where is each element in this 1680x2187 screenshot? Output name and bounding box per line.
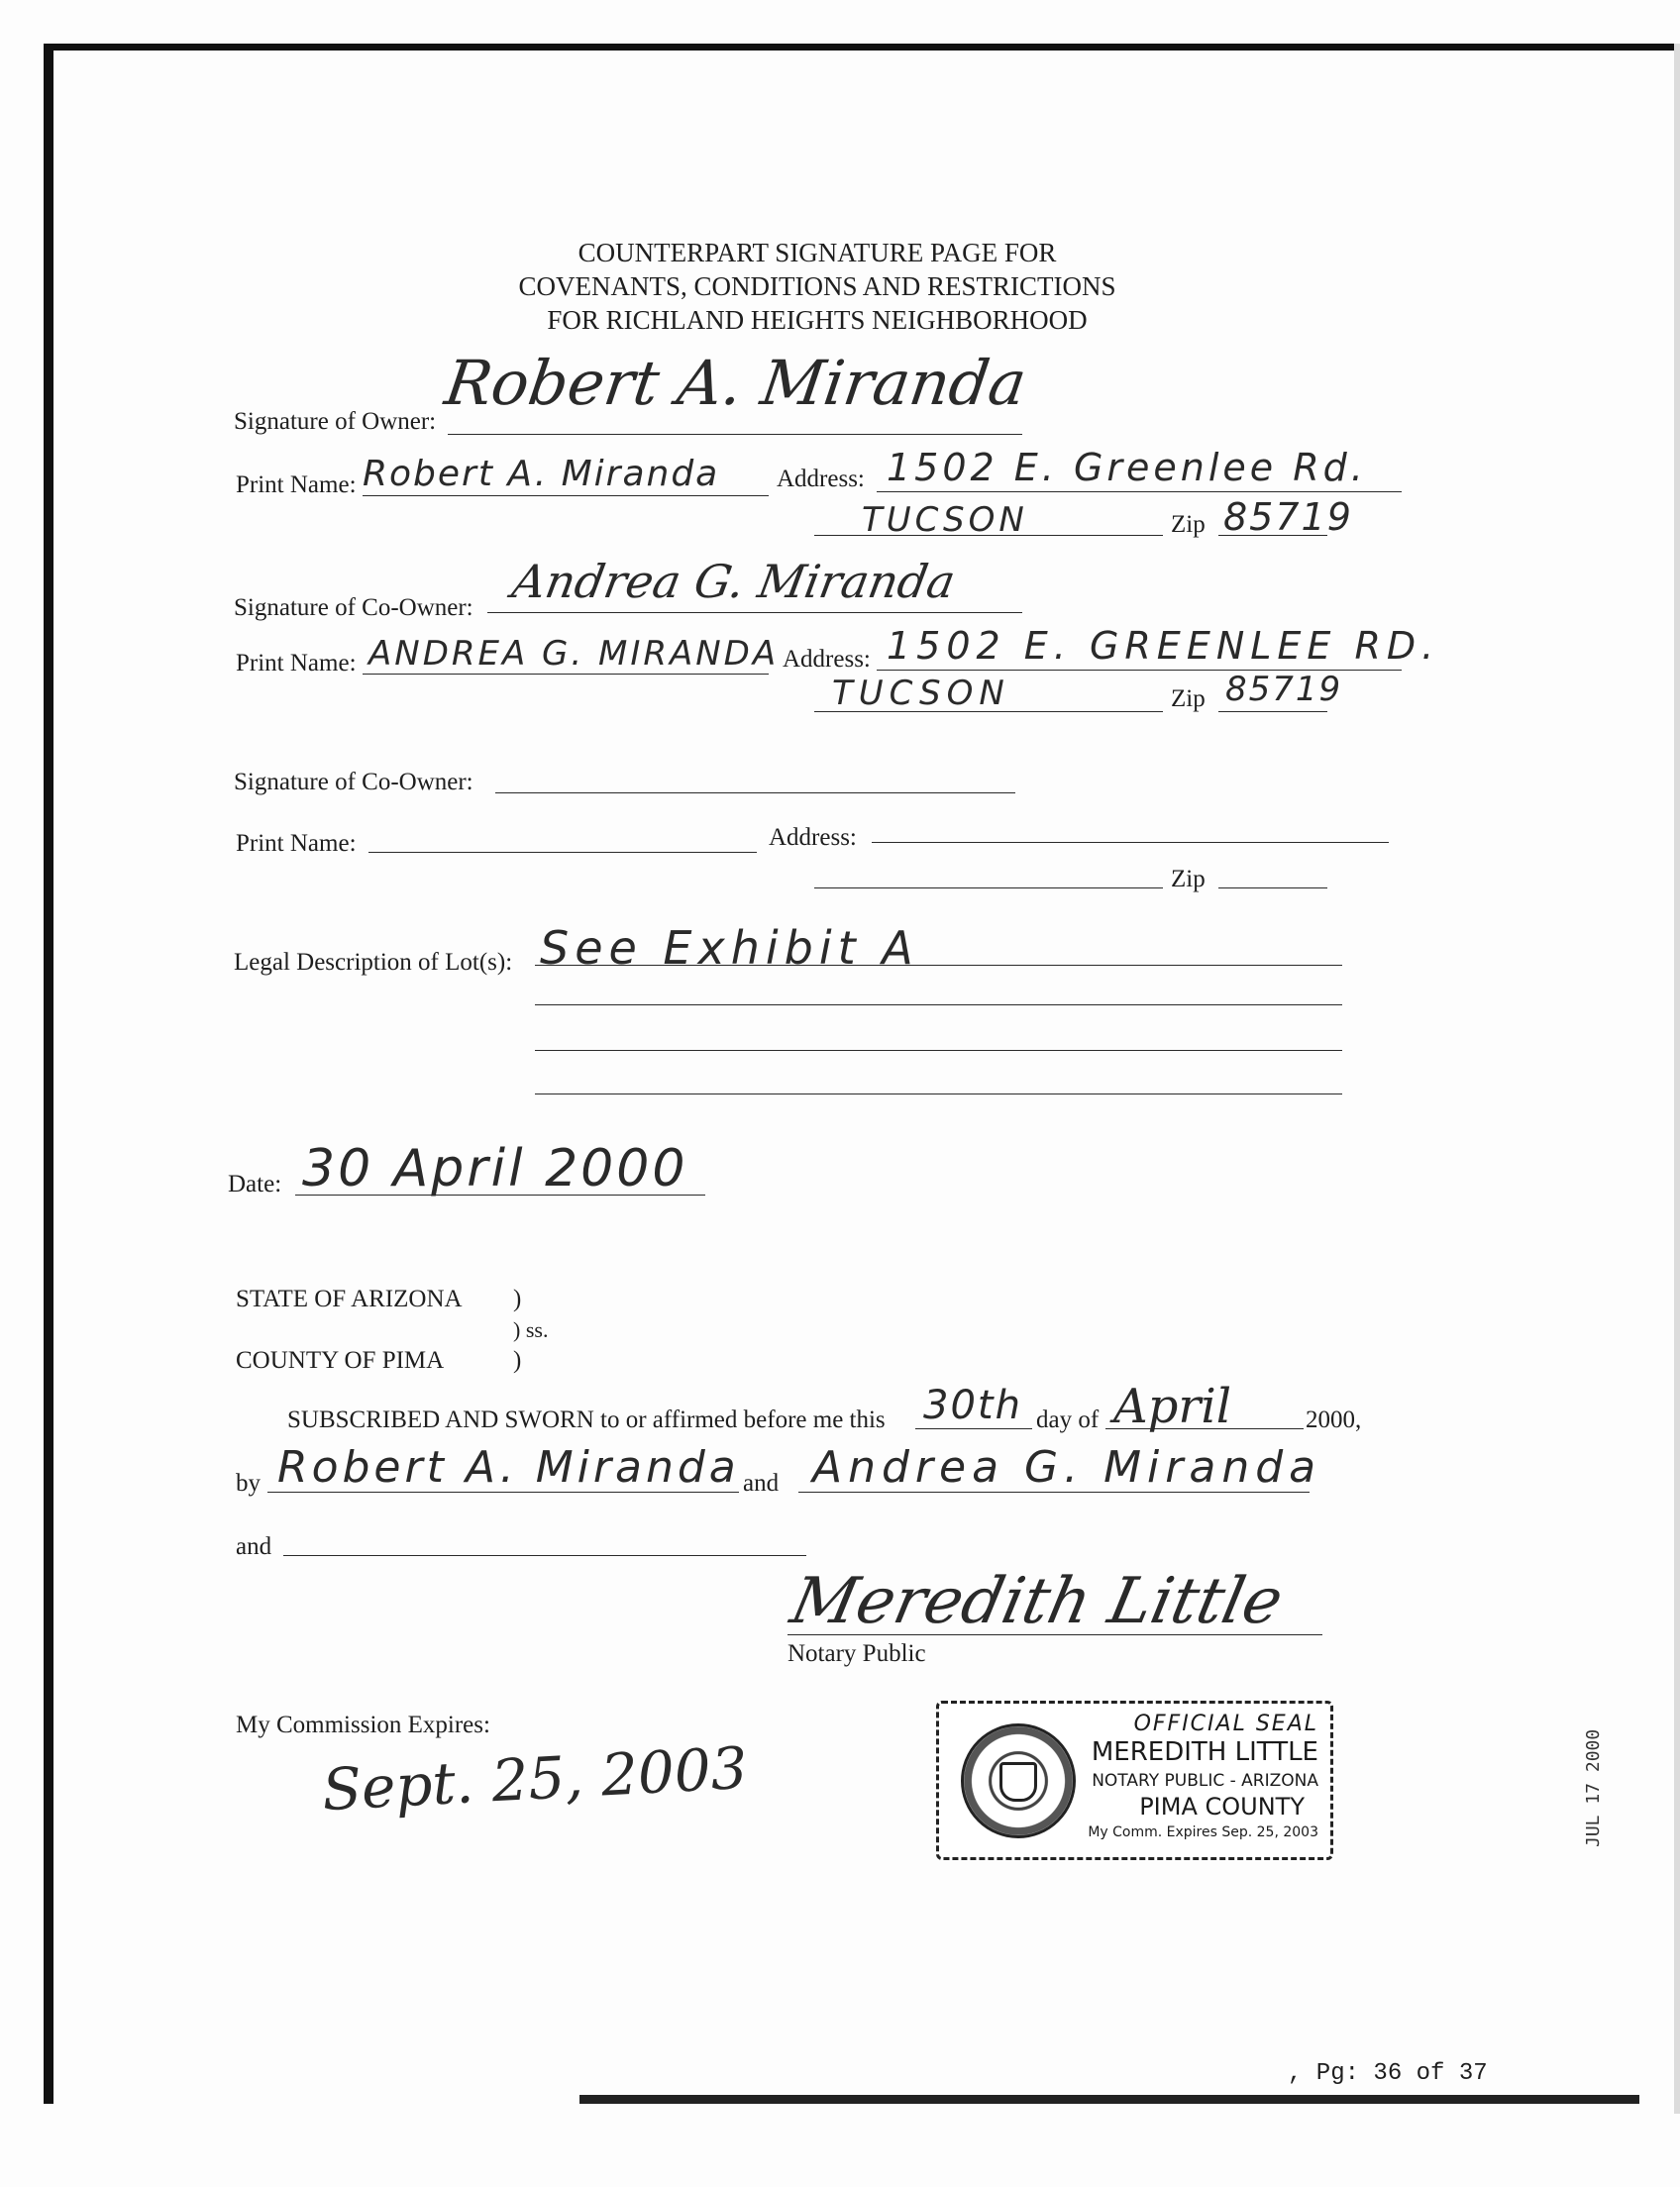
co-owner-2-city-line xyxy=(814,887,1163,888)
official-seal-stamp xyxy=(936,1701,1333,1860)
owner-address-label: Address: xyxy=(777,466,865,492)
page-number: , Pg: 36 of 37 xyxy=(1288,2060,1488,2087)
seal-line-expiry: My Comm. Expires Sep. 25, 2003 xyxy=(1088,1824,1318,1840)
co-owner-2-signature-line xyxy=(495,792,1015,793)
legal-description-line-3 xyxy=(535,1050,1342,1051)
title-line-3: FOR RICHLAND HEIGHTS NEIGHBORHOOD xyxy=(547,305,1088,335)
by-label: by xyxy=(236,1470,261,1497)
sworn-year: 2000, xyxy=(1306,1406,1362,1433)
owner-signature-label: Signature of Owner: xyxy=(234,408,437,435)
owner-print-name-line xyxy=(363,495,769,496)
county-label: COUNTY OF PIMA xyxy=(236,1347,445,1374)
document-title xyxy=(396,236,1238,337)
notary-signature: Meredith Little xyxy=(785,1565,1290,1638)
co-owner-1-zip: 85719 xyxy=(1225,670,1343,709)
co-owner-1-signature: Andrea G. Miranda xyxy=(508,555,960,608)
co-owner-2-zip-line xyxy=(1218,887,1327,888)
co-owner-2-print-name-label: Print Name: xyxy=(236,830,357,857)
owner-zip: 85719 xyxy=(1223,495,1353,539)
notary-signature-line xyxy=(788,1634,1322,1635)
title-line-1: COUNTERPART SIGNATURE PAGE FOR xyxy=(578,238,1057,267)
state-paren: ) xyxy=(513,1286,522,1312)
seal-line-notary: NOTARY PUBLIC - ARIZONA xyxy=(1092,1771,1318,1791)
co-owner-2-address-label: Address: xyxy=(769,824,857,851)
owner-zip-line xyxy=(1218,535,1327,536)
seal-line-name: MEREDITH LITTLE xyxy=(1091,1737,1318,1767)
state-seal-shield-icon xyxy=(999,1762,1037,1802)
owner-address-line1: 1502 E. Greenlee Rd. xyxy=(887,446,1367,489)
owner-address-line xyxy=(877,491,1402,492)
sworn-statement: SUBSCRIBED AND SWORN to or affirmed before me this xyxy=(287,1406,886,1433)
sworn-month: April xyxy=(1113,1379,1232,1434)
owner-signature: Robert A. Miranda xyxy=(440,347,1031,419)
co-owner-1-city-line xyxy=(814,711,1163,712)
title-line-2: COVENANTS, CONDITIONS AND RESTRICTIONS xyxy=(518,271,1116,301)
co-owner-2-address-line xyxy=(872,842,1389,843)
state-seal-emblem-icon xyxy=(961,1723,1076,1838)
page-border-right xyxy=(1674,44,1680,2114)
by-name-1: Robert A. Miranda xyxy=(277,1442,740,1493)
county-paren: ) xyxy=(513,1347,522,1374)
co-owner-1-signature-label: Signature of Co-Owner: xyxy=(234,594,473,621)
co-owner-1-address-line2: TUCSON xyxy=(832,674,1010,713)
owner-print-name-label: Print Name: xyxy=(236,471,357,498)
co-owner-1-address-label: Address: xyxy=(783,646,871,673)
co-owner-2-signature-label: Signature of Co-Owner: xyxy=(234,769,473,795)
sworn-day-line xyxy=(915,1428,1032,1429)
commission-expires-date: Sept. 25, 2003 xyxy=(320,1733,750,1824)
and-2-label: and xyxy=(236,1533,272,1560)
date-label: Date: xyxy=(228,1171,282,1198)
page-border-top xyxy=(53,44,1680,51)
co-owner-1-print-name: ANDREA G. MIRANDA xyxy=(368,634,780,674)
commission-expires-label: My Commission Expires: xyxy=(236,1712,490,1738)
seal-line-official: OFFICIAL SEAL xyxy=(1133,1712,1318,1736)
date-value: 30 April 2000 xyxy=(302,1139,688,1198)
legal-description-line-2 xyxy=(535,1004,1342,1005)
by-name-1-line xyxy=(267,1492,739,1493)
co-owner-1-address-line1: 1502 E. GREENLEE RD. xyxy=(887,624,1440,668)
recording-side-stamp: JUL 17 2000 xyxy=(1583,1728,1604,1847)
by-name-2: Andrea G. Miranda xyxy=(812,1442,1322,1493)
seal-line-county: PIMA COUNTY xyxy=(1139,1793,1305,1821)
co-owner-2-zip-label: Zip xyxy=(1171,866,1206,892)
co-owner-1-zip-label: Zip xyxy=(1171,685,1206,712)
co-owner-2-print-name-line xyxy=(368,852,757,853)
and-2-line xyxy=(283,1555,806,1556)
by-name-2-line xyxy=(798,1492,1310,1493)
sworn-day: 30th xyxy=(923,1383,1022,1428)
owner-signature-line xyxy=(448,434,1022,435)
co-owner-1-signature-line xyxy=(487,612,1022,613)
notary-public-label: Notary Public xyxy=(788,1640,926,1667)
state-label: STATE OF ARIZONA xyxy=(236,1286,463,1312)
sworn-month-line xyxy=(1105,1428,1304,1429)
and-label: and xyxy=(743,1470,780,1497)
owner-zip-label: Zip xyxy=(1171,511,1206,538)
co-owner-1-zip-line xyxy=(1218,711,1327,712)
ss-label: ) ss. xyxy=(513,1317,549,1342)
co-owner-1-print-name-label: Print Name: xyxy=(236,650,357,677)
owner-city-line xyxy=(814,535,1163,536)
owner-print-name: Robert A. Miranda xyxy=(363,454,720,494)
legal-description-line-1 xyxy=(535,965,1342,966)
day-of-label: day of xyxy=(1036,1406,1100,1433)
owner-address-line2: TUCSON xyxy=(862,500,1028,540)
page-border-left xyxy=(44,44,53,2104)
footer-rule xyxy=(579,2095,1639,2104)
co-owner-1-print-name-line xyxy=(363,674,769,675)
date-line xyxy=(295,1195,705,1196)
legal-description-label: Legal Description of Lot(s): xyxy=(234,949,513,976)
legal-description-value: See Exhibit A xyxy=(540,921,919,975)
